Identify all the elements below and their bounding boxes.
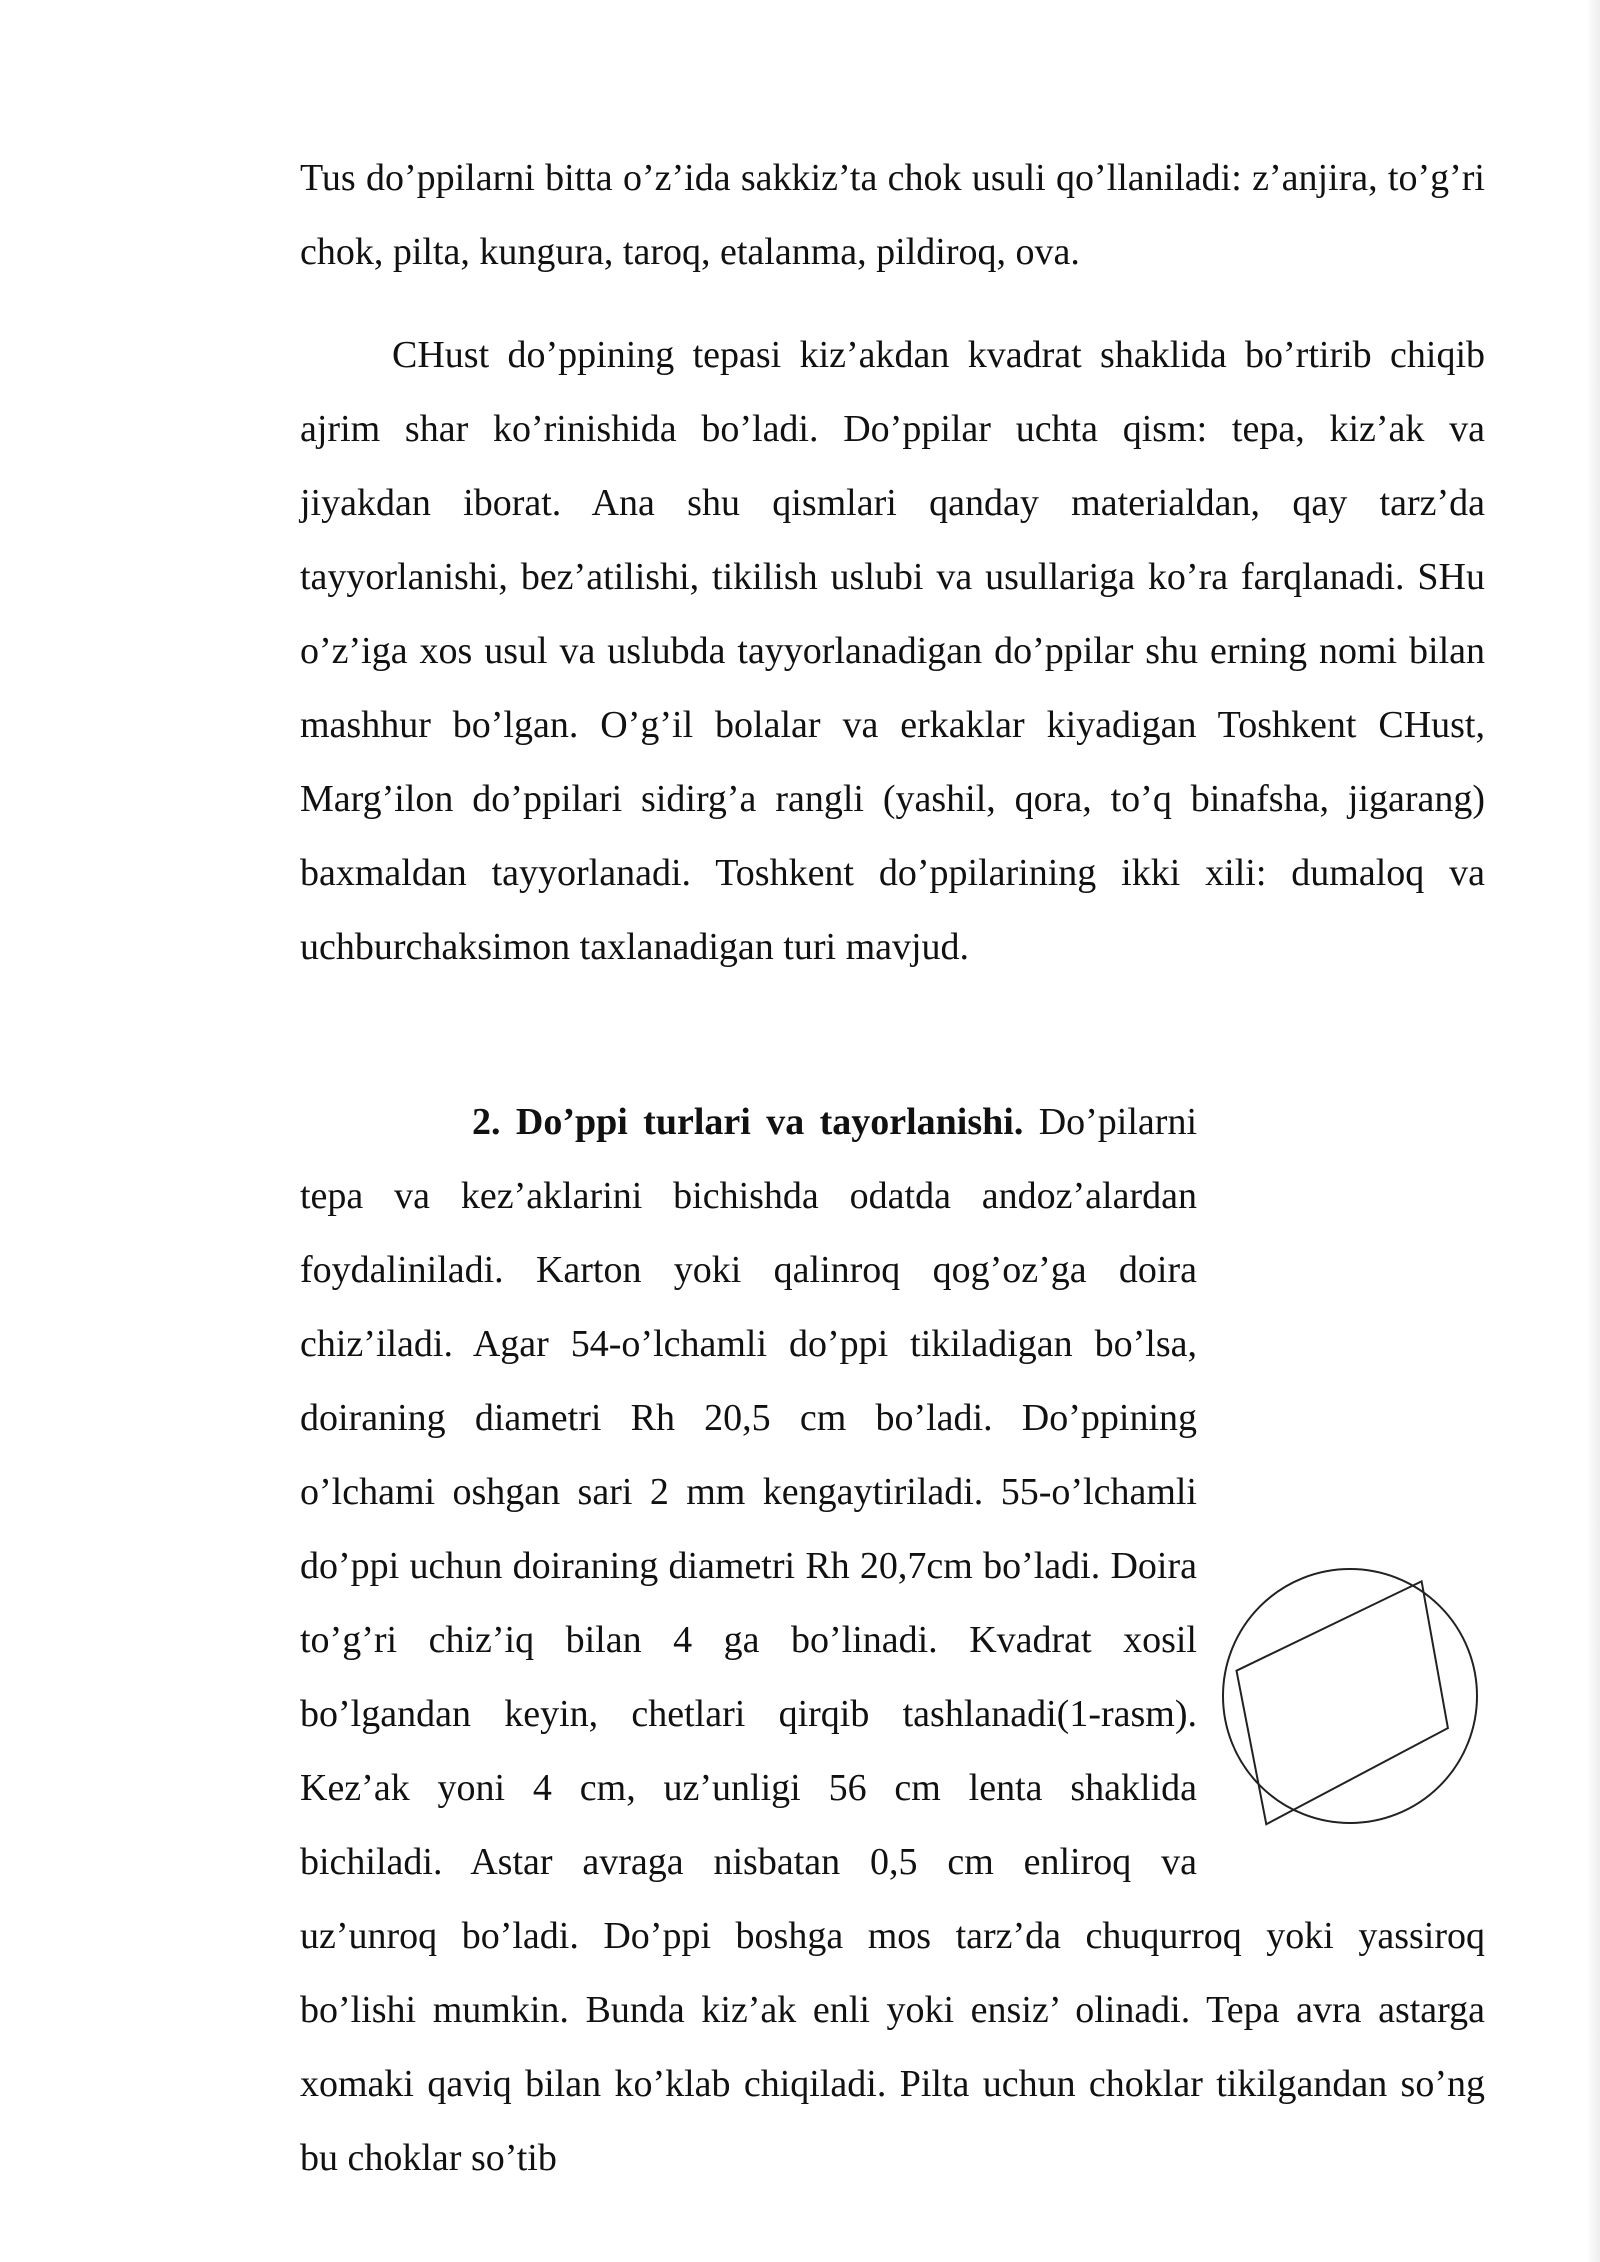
section-body: Do’pilarni tepa va kez’aklarini bichishda odatda andoz’alardan foydaliniladi. Karton yoki qalinroq qog’oz’ga doira chiz’iladi. Agar 54-o’lchamli do’ppi tikiladigan bo’lsa, doiraning diametri Rh 20,5 cm bo’ladi. Do’ppining o’lchami oshgan sari 2 mm kengaytiriladi. 55-o’lchamli do’ppi uchun doiraning diametri Rh 20,7cm bo’ladi. Doira to’g’ri chiz’iq bilan 4 ga bo’linadi. Kvadrat xosil bo’lgandan keyin, chetlari qirqib tashlanadi(1-rasm). Kez’ak yoni 4 cm, uz’unligi 56 cm lenta shaklida bichiladi. Astar avraga nisbatan 0,5 cm enliroq va uz’unroq bo’ladi. Do’ppi boshga mos tarz’da chuqurroq yoki yassiroq bo’lishi mumkin. Bunda kiz’ak enli yoki ensiz’ olinadi. Tepa avra astarga xomaki qaviq bilan ko’klab chiqiladi. Pilta uchun choklar tikilgandan so’ng bu choklar so’tib (300, 1101, 1485, 2179)
circle-square-diagram-icon (1219, 1565, 1481, 1827)
page-edge-shadow (1586, 0, 1600, 2262)
paragraph-text: Tus do’ppilarni bitta o’z’ida sakkiz’ta chok usuli qo’llaniladi: z’anjira, to’g’ri chok, pilta, kungura, taroq, etalanma, pildiroq, ova. (300, 157, 1485, 273)
paragraph-text: CHust do’ppining tepasi kiz’akdan kvadrat shaklida bo’rtirib chiqib ajrim shar ko’rinishida bo’ladi. Do’ppilar uchta qism: tepa, kiz’ak va jiyakdan iborat. Ana shu qismlari qanday materialdan, qay tarz’da tayyorlanishi, bez’atilishi, tikilish uslubi va usullariga ko’ra farqlanadi. SHu o’z’iga xos usul va uslubda tayyorlanadigan do’ppilar shu erning nomi bilan mashhur bo’lgan. O’g’il bolalar va erkaklar kiyadigan Toshkent CHust, Marg’ilon do’ppilari sidirg’a rangli (yashil, qora, to’q binafsha, jigarang) baxmaldan tayyorlanadi. Toshkent do’ppilarining ikki xili: dumaloq va uchburchaksimon taxlanadigan turi mavjud. (300, 334, 1485, 968)
section-heading: 2. Do’ppi turlari va tayorlanishi. (472, 1101, 1024, 1143)
paragraph-chust-doppi (300, 318, 1485, 984)
figure-1-circle-square (1217, 1535, 1485, 1835)
section-doppi-types (300, 1085, 1485, 2195)
paragraph-stitch-methods (300, 141, 1485, 289)
